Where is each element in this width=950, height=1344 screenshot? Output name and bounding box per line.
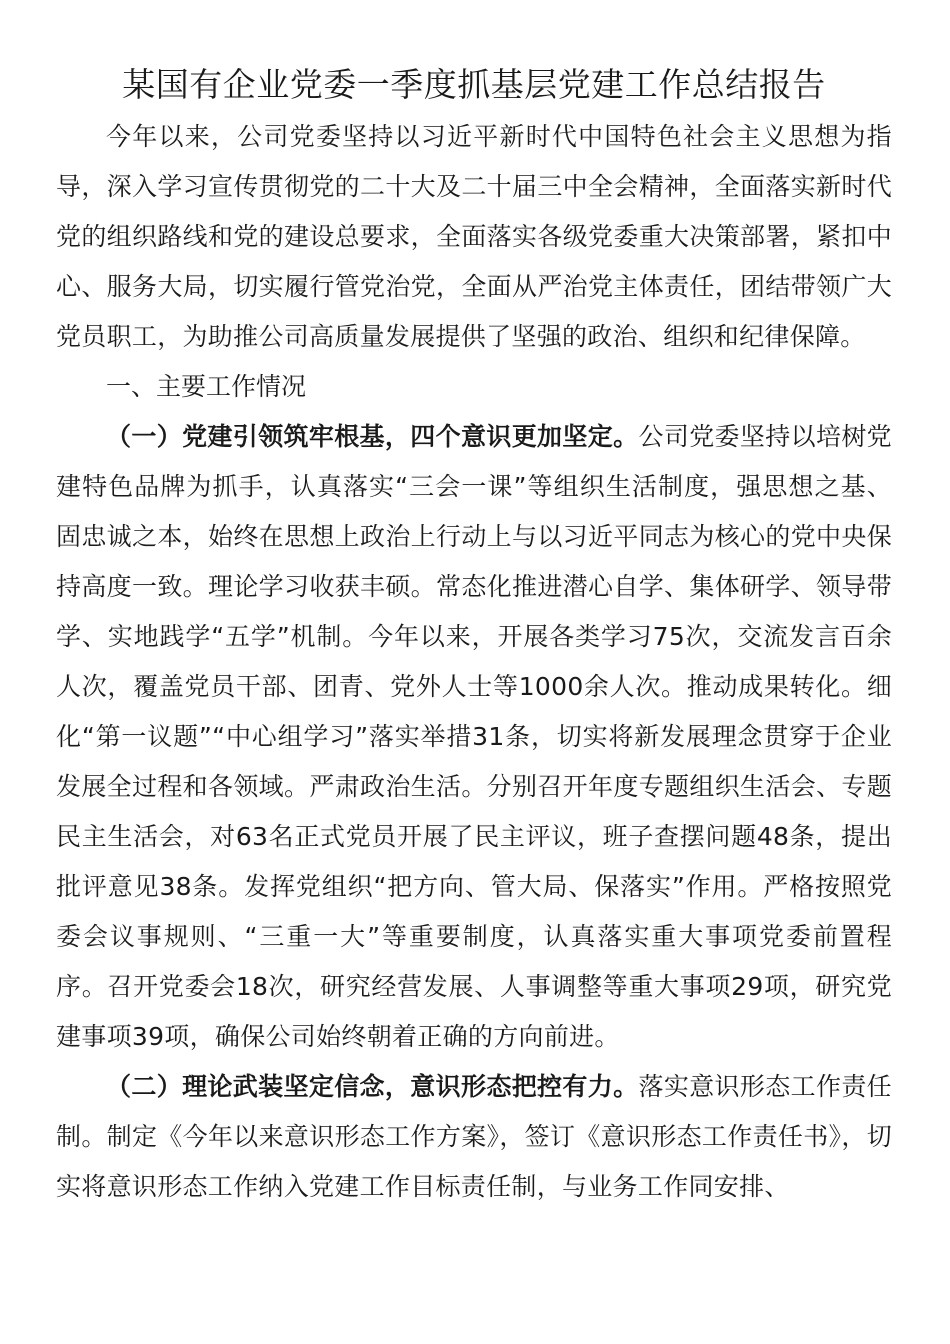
document-page xyxy=(56,60,892,1212)
section-heading: 一、主要工作情况 xyxy=(106,372,307,401)
subsection-2-body: 落实意识形态工作责任制。制定《今年以来意识形态工作方案》，签订《意识形态工作责任书》，切实将意识形态工作纳入党建工作目标责任制，与业务工作同安排、 xyxy=(56,1072,892,1201)
subsection-1-paragraph xyxy=(56,412,892,1062)
subsection-2-title: （二）理论武装坚定信念，意识形态把控有力。 xyxy=(106,1072,639,1101)
subsection-1-title: （一）党建引领筑牢根基，四个意识更加坚定。 xyxy=(106,422,639,451)
intro-paragraph: 今年以来，公司党委坚持以习近平新时代中国特色社会主义思想为指导，深入学习宣传贯彻党的二十大及二十届三中全会精神，全面落实新时代党的组织路线和党的建设总要求，全面落实各级党委重大决策部署，紧扣中心、服务大局，切实履行管党治党，全面从严治党主体责任，团结带领广大党员职工，为助推公司高质量发展提供了坚强的政治、组织和纪律保障。 xyxy=(56,122,892,351)
subsection-1-body: 公司党委坚持以培树党建特色品牌为抓手，认真落实“三会一课”等组织生活制度，强思想之基、固忠诚之本，始终在思想上政治上行动上与以习近平同志为核心的党中央保持高度一致。理论学习收获丰硕。常态化推进潜心自学、集体研学、领导带学、实地践学“五学”机制。今年以来，开展各类学习75次，交流发言百余人次，覆盖党员干部、团青、党外人士等1000余人次。推动成果转化。细化“第一议题”“中心组学习”落实举措31条，切实将新发展理念贯穿于企业发展全过程和各领域。严肃政治生活。分别召开年度专题组织生活会、专题民主生活会，对63名正式党员开展了民主评议，班子查摆问题48条，提出批评意见38条。发挥党组织“把方向、管大局、保落实”作用。严格按照党委会议事规则、“三重一大”等重要制度，认真落实重大事项党委前置程序。召开党委会18次，研究经营发展、人事调整等重大事项29项，研究党建事项39项，确保公司始终朝着正确的方向前进。 xyxy=(56,422,892,1051)
document-title: 某国有企业党委一季度抓基层党建工作总结报告 xyxy=(122,65,826,104)
subsection-2-paragraph xyxy=(56,1062,892,1212)
